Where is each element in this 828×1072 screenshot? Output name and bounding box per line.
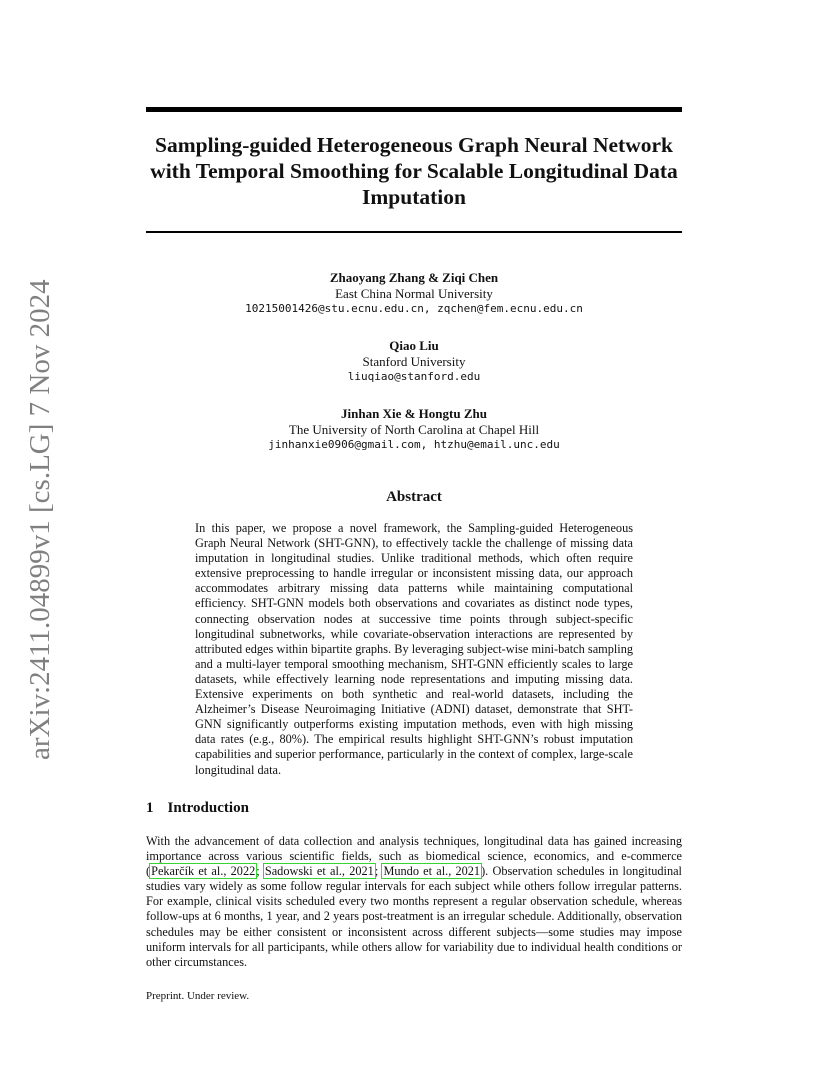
title-top-rule — [146, 107, 682, 112]
author-block — [146, 270, 682, 317]
citation-link[interactable]: Pekarčík et al., 2022 — [151, 864, 256, 879]
introduction-paragraph — [146, 834, 682, 970]
paper-title: Sampling-guided Heterogeneous Graph Neural Network with Temporal Smoothing for Scalable Longitudinal Data Imputation — [150, 133, 678, 209]
intro-text-rest: ). Observation schedules in longitudinal studies vary widely as some follow regular intervals for each subject while others follow irregular patterns. For example, clinical visits scheduled every two months represent a regular observation schedule, whereas follow-ups at 6 months, 1 year, and 2 years post-treatment is an irregular schedule. Additionally, observation schedules may be either consistent or inconsistent across different subjects—some studies may impose uniform intervals for all participants, while others allow for variability due to individual health conditions or other circumstances. — [146, 864, 682, 969]
author-block — [146, 406, 682, 453]
page-footer: Preprint. Under review. — [146, 990, 250, 1002]
abstract-text: In this paper, we propose a novel framework, the Sampling-guided Heterogeneous Graph Neural Network (SHT-GNN), to effectively tackle the challenge of missing data imputation in longitudinal studies. Unlike traditional methods, which often require extensive preprocessing to handle irregular or inconsistent missing data, our approach accommodates arbitrary missing data patterns while maintaining computational efficiency. SHT-GNN models both observations and covariates as distinct node types, connecting observation nodes at successive time points through subject-specific longitudinal subnetworks, while covariate-observation interactions are represented by attributed edges within bipartite graphs. By leveraging subject-wise mini-batch sampling and a multi-layer temporal smoothing mechanism, SHT-GNN efficiently scales to large datasets, while effectively learning node representations and imputing missing data. Extensive experiments on both synthetic and real-world datasets, including the Alzheimer’s Disease Neuroimaging Initiative (ADNI) dataset, demonstrate that SHT-GNN significantly outperforms existing imputation methods, even with high missing data rates (e.g., 80%). The empirical results highlight SHT-GNN’s robust imputation capabilities and superior performance, particularly in the context of complex, large-scale longitudinal data. — [195, 521, 633, 777]
citation-separator: ; — [256, 864, 264, 879]
arxiv-stamp — [21, 279, 59, 760]
author-emails: liuqiao@stanford.edu — [347, 370, 481, 383]
citation-separator: ; — [374, 864, 383, 879]
author-affiliation: Stanford University — [362, 353, 466, 369]
section-number: 1 — [146, 800, 154, 816]
author-names: Qiao Liu — [389, 338, 439, 353]
author-affiliation: East China Normal University — [335, 285, 493, 301]
author-emails: 10215001426@stu.ecnu.edu.cn, zqchen@fem.ecnu.edu.cn — [245, 302, 583, 315]
author-block — [146, 338, 682, 385]
title-bottom-rule — [146, 231, 682, 233]
citation-link[interactable]: Mundo et al., 2021 — [383, 864, 481, 879]
abstract-heading: Abstract — [386, 489, 442, 505]
author-names: Zhaoyang Zhang & Ziqi Chen — [329, 270, 499, 285]
author-names: Jinhan Xie & Hongtu Zhu — [341, 406, 487, 421]
citation-link[interactable]: Sadowski et al., 2021 — [264, 864, 374, 879]
section-heading — [146, 800, 249, 817]
author-affiliation: The University of North Carolina at Chapel Hill — [288, 421, 540, 437]
author-emails: jinhanxie0906@gmail.com, htzhu@email.unc.edu — [268, 438, 560, 451]
arxiv-stamp-text: arXiv:2411.04899v1 [cs.LG] 7 Nov 2024 — [24, 279, 56, 760]
intro-text-start: With the advancement of data collection and analysis techniques, longitudinal data has gained increasing importance across various scientific fields, such as biomedical science, economics, and e-commerce ( — [146, 834, 682, 879]
section-title: Introduction — [167, 800, 249, 816]
